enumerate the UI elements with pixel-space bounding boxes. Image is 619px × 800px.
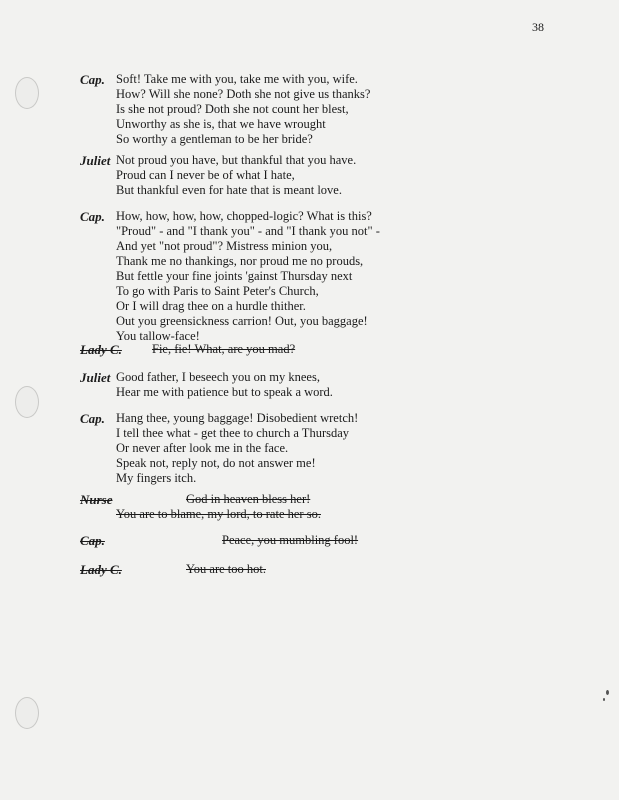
speech-line: Not proud you have, but thankful that you have. (116, 153, 357, 167)
speech-lines (116, 533, 358, 548)
speech-line: Soft! Take me with you, take me with you, wife. (116, 72, 358, 86)
speech-lines (116, 209, 380, 344)
speech-lines (116, 562, 266, 577)
speech-line: Out you greensickness carrion! Out, you baggage! (116, 314, 368, 328)
speaker-name: Juliet (80, 153, 111, 168)
speech-line: Or never after look me in the face. (116, 441, 289, 455)
speech-line: Proud can I never be of what I hate, (116, 168, 295, 182)
speaker-name: Lady C. (80, 562, 122, 577)
speech-line: Is she not proud? Doth she not count her blest, (116, 102, 349, 116)
speech-line: How? Will she none? Doth she not give us thanks? (116, 87, 371, 101)
speech-line: Hang thee, young baggage! Disobedient wretch! (116, 411, 359, 425)
speech-line: So worthy a gentleman to be her bride? (116, 132, 313, 146)
speech-line: But fettle your fine joints 'gainst Thursday next (116, 269, 353, 283)
binder-hole-bottom (15, 697, 39, 729)
speech-line: Unworthy as she is, that we have wrought (116, 117, 326, 131)
speech-line: You are too hot. (186, 562, 266, 576)
speech-line: But thankful even for hate that is meant love. (116, 183, 342, 197)
page-number: 38 (532, 20, 544, 34)
speech-lines (116, 72, 370, 147)
speech-line: Thank me no thankings, nor proud me no prouds, (116, 254, 364, 268)
speaker-name: Cap. (80, 209, 105, 224)
speaker-name: Cap. (80, 72, 105, 87)
speech-lines (116, 370, 333, 400)
speech-line: You tallow-face! (116, 329, 200, 343)
speech-line: Good father, I beseech you on my knees, (116, 370, 320, 384)
speech-line: "Proud" - and "I thank you" - and "I thank you not" - (116, 224, 380, 238)
scan-speck (606, 690, 609, 695)
speech-line: To go with Paris to Saint Peter's Church, (116, 284, 319, 298)
speech-line: Peace, you mumbling fool! (222, 533, 359, 547)
speech-lines (116, 411, 358, 486)
speaker-name: Lady C. (80, 342, 122, 357)
speech-line: Hear me with patience but to speak a word. (116, 385, 333, 399)
scan-speck (603, 698, 605, 701)
speech-line: How, how, how, how, chopped-logic? What is this? (116, 209, 372, 223)
speech-line: Or I will drag thee on a hurdle thither. (116, 299, 306, 313)
speech-lines (116, 342, 295, 357)
binder-hole-middle (15, 386, 39, 418)
speech-lines (116, 153, 356, 198)
binder-hole-top (15, 77, 39, 109)
speech-line: God in heaven bless her! (186, 492, 311, 506)
speech-line: You are to blame, my lord, to rate her so. (116, 507, 321, 521)
speech-lines (116, 492, 321, 522)
speaker-name: Cap. (80, 533, 105, 548)
speech-line: Speak not, reply not, do not answer me! (116, 456, 316, 470)
speech-line: I tell thee what - get thee to church a Thursday (116, 426, 350, 440)
speaker-name: Juliet (80, 370, 111, 385)
speech-line: And yet "not proud"? Mistress minion you, (116, 239, 333, 253)
speaker-name: Cap. (80, 411, 105, 426)
speaker-name: Nurse (80, 492, 113, 507)
speech-line: My fingers itch. (116, 471, 197, 485)
speech-line: Fie, fie! What, are you mad? (152, 342, 296, 356)
